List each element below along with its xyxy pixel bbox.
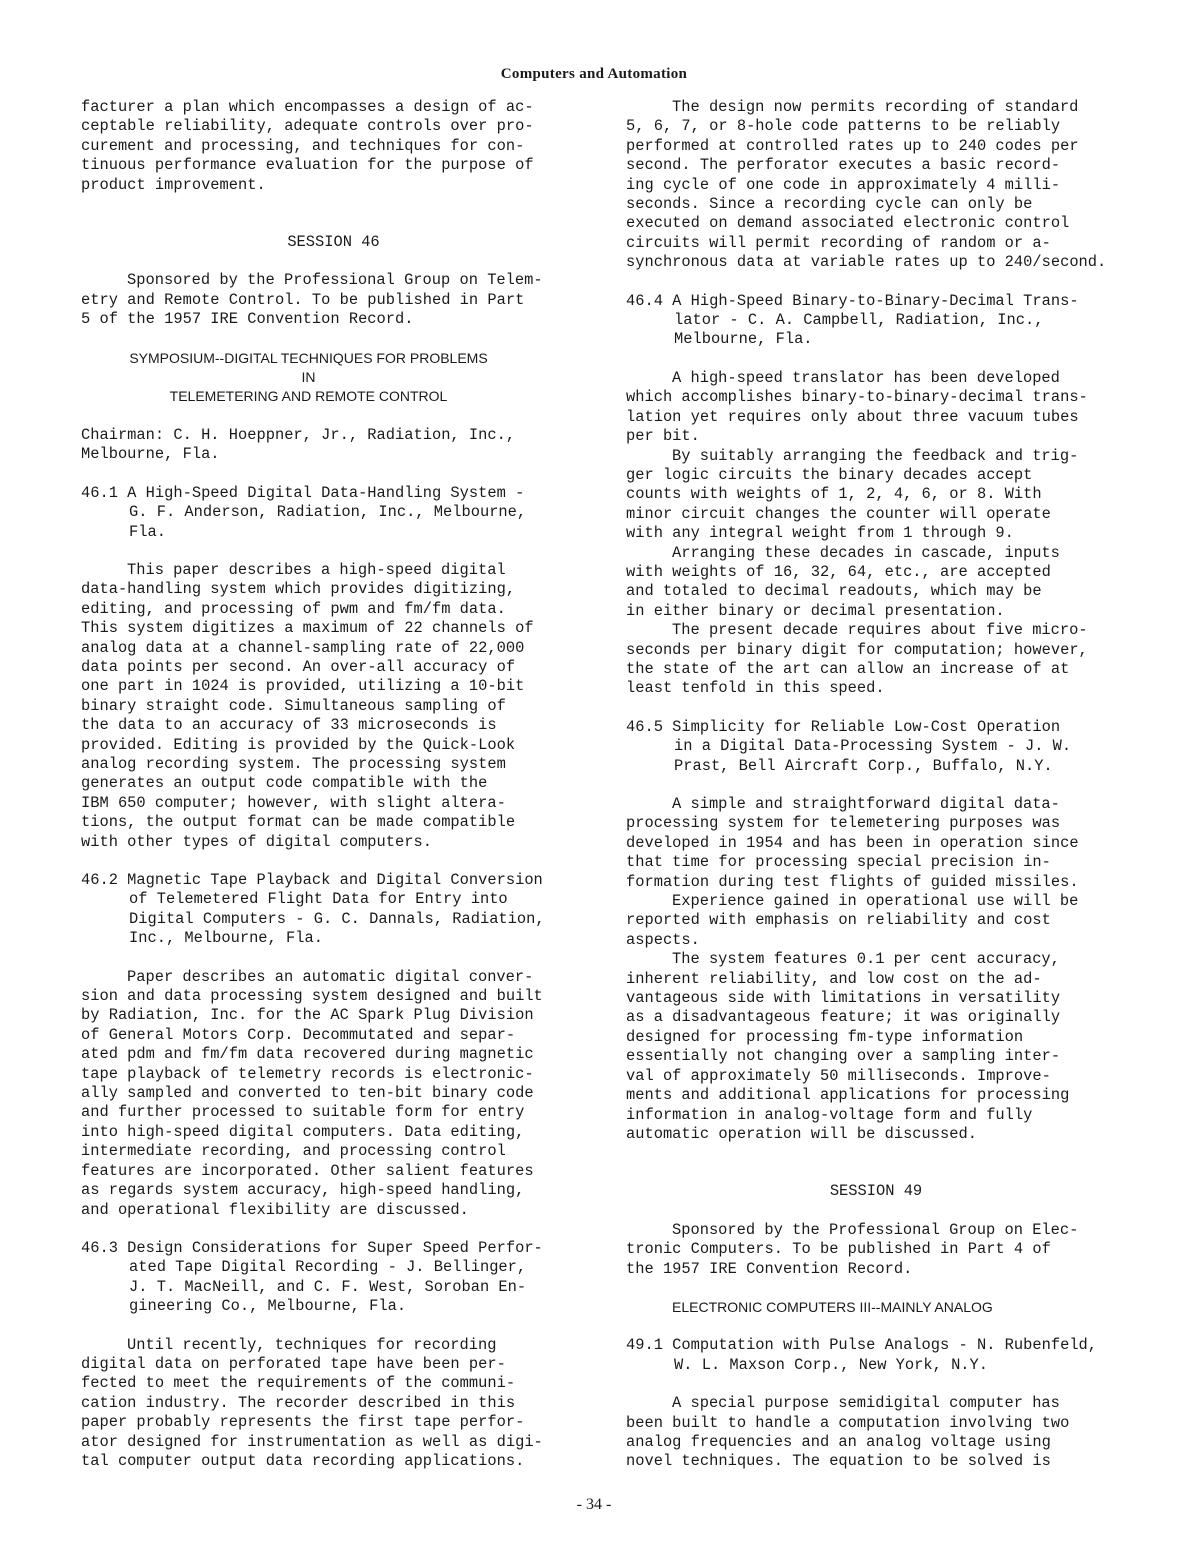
text-line: the state of the art can allow an increase of at — [626, 659, 1070, 678]
text-line: ated pdm and fm/fm data recovered during magnetic — [81, 1045, 534, 1064]
text-line: performed at controlled rates up to 240 codes per — [626, 136, 1079, 155]
text-line: aspects. — [626, 930, 700, 949]
item-46-3-title — [81, 1239, 586, 1317]
text-line: Digital Computers - G. C. Dannals, Radiation, — [129, 909, 545, 928]
text-line: been built to handle a computation involving two — [626, 1413, 1070, 1432]
item-46-3-abstract-continued — [626, 98, 1126, 273]
text-line: with weights of 16, 32, 64, etc., are accepted — [626, 562, 1051, 581]
text-line: The design now permits recording of standard — [672, 98, 1079, 116]
text-line: synchronous data at variable rates up to 240/second. — [626, 253, 1107, 272]
session-49-title: SESSION 49 — [829, 1182, 923, 1201]
text-line: minor circuit changes the counter will operate — [626, 504, 1051, 523]
text-line: ated Tape Digital Recording - J. Bellinger, — [129, 1258, 527, 1277]
text-line: SYMPOSIUM--DIGITAL TECHNIQUES FOR PROBLEMS — [129, 349, 488, 366]
text-line: This system digitizes a maximum of 22 channels of — [81, 619, 534, 638]
item-46-5-abstract-p3 — [626, 950, 1126, 1144]
text-line: data points per second. An over-all accuracy of — [81, 657, 516, 676]
text-line: inherent reliability, and low cost on the ad- — [626, 969, 1042, 988]
item-46-4-abstract-p1 — [626, 369, 1126, 447]
text-line: This paper describes a high-speed digital — [127, 560, 506, 579]
text-line: 49.1 Computation with Pulse Analogs - N. Rubenfeld, — [626, 1336, 1098, 1355]
item-46-5-title — [626, 718, 1126, 776]
text-line: novel techniques. The equation to be solved is — [626, 1452, 1051, 1471]
text-line: in either binary or decimal presentation. — [626, 601, 1005, 620]
text-line: designed for processing fm-type information — [626, 1027, 1024, 1046]
text-line: fected to meet the requirements of the communi- — [81, 1374, 516, 1393]
text-line: as regards system accuracy, high-speed handling, — [81, 1181, 525, 1200]
text-line: lator - C. A. Campbell, Radiation, Inc., — [674, 311, 1044, 330]
text-line: ceptable reliability, adequate controls over pro- — [81, 117, 534, 136]
section-title: ELECTRONIC COMPUTERS III--MAINLY ANALOG — [672, 1298, 993, 1315]
text-line: features are incorporated. Other salient features — [81, 1161, 534, 1180]
text-line: circuits will permit recording of random or a- — [626, 233, 1051, 252]
text-line: as a disadvantageous feature; it was originally — [626, 1008, 1061, 1027]
text-line: facturer a plan which encompasses a design of ac- — [81, 98, 534, 116]
text-line: ally sampled and converted to ten-bit binary code — [81, 1084, 534, 1103]
right-column — [626, 98, 1126, 1472]
text-line: By suitably arranging the feedback and trig- — [672, 446, 1079, 465]
item-49-1-abstract — [626, 1394, 1126, 1472]
left-column — [81, 98, 586, 1471]
text-line: least tenfold in this speed. — [626, 679, 885, 698]
symposium-title — [81, 349, 586, 407]
text-line: digital data on perforated tape have been per- — [81, 1354, 506, 1373]
text-line: and totaled to decimal readouts, which may be — [626, 582, 1042, 601]
text-line: Sponsored by the Professional Group on Telem- — [127, 271, 543, 290]
text-line: val of approximately 50 milliseconds. Improve- — [626, 1066, 1051, 1085]
text-line: paper probably represents the first tape perfor- — [81, 1413, 525, 1432]
text-line: processing system for telemetering purposes was — [626, 814, 1061, 833]
session-49-sponsor — [626, 1221, 1126, 1279]
text-line: counts with weights of 1, 2, 4, 6, or 8. With — [626, 485, 1042, 504]
text-line: vantageous side with limitations in versatility — [626, 989, 1061, 1008]
page-number: - 34 - — [576, 1496, 612, 1513]
item-46-3-abstract — [81, 1336, 586, 1472]
text-line: reported with emphasis on reliability and cost — [626, 911, 1051, 930]
item-46-5-abstract-p1 — [626, 795, 1126, 892]
text-line: 46.4 A High-Speed Binary-to-Binary-Decimal Trans- — [626, 291, 1079, 310]
intro-paragraph — [81, 98, 586, 195]
text-line: Until recently, techniques for recording — [127, 1335, 497, 1354]
text-line: second. The perforator executes a basic record- — [626, 156, 1061, 175]
text-line: seconds. Since a recording cycle can only be — [626, 195, 1033, 214]
text-line: by Radiation, Inc. for the AC Spark Plug Division — [81, 1006, 534, 1025]
text-line: A simple and straightforward digital data- — [672, 795, 1060, 813]
text-line: etry and Remote Control. To be published in Part — [81, 290, 525, 309]
text-line: 46.2 Magnetic Tape Playback and Digital Conversion — [81, 871, 543, 889]
text-line: of General Motors Corp. Decommutated and separ- — [81, 1025, 516, 1044]
text-line: Experience gained in operational use will be — [672, 892, 1079, 911]
chairman — [81, 426, 586, 465]
text-line: executed on demand associated electronic control — [626, 214, 1070, 233]
text-line: product improvement. — [81, 175, 266, 194]
text-line: Inc., Melbourne, Fla. — [129, 929, 323, 948]
text-line: per bit. — [626, 427, 700, 446]
text-line: essentially not changing over a sampling inter- — [626, 1047, 1061, 1066]
text-line: Paper describes an automatic digital conver- — [127, 967, 534, 986]
item-46-4-abstract-p3 — [626, 544, 1126, 622]
text-line: 5, 6, 7, or 8-hole code patterns to be reliably — [626, 117, 1061, 136]
text-line: and operational flexibility are discussed. — [81, 1200, 469, 1219]
text-line: Arranging these decades in cascade, inputs — [672, 543, 1060, 562]
text-line: cation industry. The recorder described in this — [81, 1393, 516, 1412]
text-line: binary straight code. Simultaneous sampling of — [81, 696, 506, 715]
text-line: with any integral weight from 1 through 9. — [626, 524, 1014, 543]
text-line: Sponsored by the Professional Group on Elec- — [672, 1220, 1079, 1239]
text-line: developed in 1954 and has been in operation since — [626, 833, 1079, 852]
text-line: one part in 1024 is provided, utilizing a 10-bit — [81, 677, 525, 696]
text-line: 46.5 Simplicity for Reliable Low-Cost Operation — [626, 717, 1061, 736]
item-46-4-abstract-p2 — [626, 447, 1126, 544]
text-line: analog frequencies and an analog voltage using — [626, 1432, 1051, 1451]
text-line: gineering Co., Melbourne, Fla. — [129, 1297, 407, 1316]
text-line: seconds per binary digit for computation; however, — [626, 640, 1088, 659]
text-line: IBM 650 computer; however, with slight altera- — [81, 793, 506, 812]
text-line: information in analog-voltage form and fully — [626, 1105, 1033, 1124]
text-line: that time for processing special precision in- — [626, 853, 1051, 872]
text-line: 46.3 Design Considerations for Super Speed Perfor- — [81, 1238, 543, 1257]
text-line: ger logic circuits the binary decades accept — [626, 465, 1033, 484]
text-line: curement and processing, and techniques for con- — [81, 136, 525, 155]
text-line: editing, and processing of pwm and fm/fm data. — [81, 599, 506, 618]
text-line: Prast, Bell Aircraft Corp., Buffalo, N.Y. — [674, 756, 1053, 775]
item-46-2-title — [81, 871, 586, 949]
text-line: G. F. Anderson, Radiation, Inc., Melbourne, — [129, 503, 527, 522]
running-head: Computers and Automation — [500, 66, 688, 82]
text-line: 46.1 A High-Speed Digital Data-Handling System - — [81, 483, 525, 502]
text-line: generates an output code compatible with the — [81, 774, 488, 793]
text-line: TELEMETERING AND REMOTE CONTROL — [169, 388, 448, 405]
item-46-1-abstract — [81, 561, 586, 852]
text-line: ator designed for instrumentation as well as digi- — [81, 1432, 543, 1451]
item-46-1-title — [81, 484, 586, 542]
text-line: J. T. MacNeill, and C. F. West, Soroban En- — [129, 1277, 527, 1296]
item-46-2-abstract — [81, 968, 586, 1220]
text-line: The system features 0.1 per cent accuracy, — [672, 950, 1060, 969]
text-line: tinuous performance evaluation for the purpose of — [81, 156, 534, 175]
text-line: tronic Computers. To be published in Part 4 of — [626, 1240, 1051, 1259]
text-line: The present decade requires about five micro- — [672, 621, 1088, 640]
text-line: tape playback of telemetry records is electronic- — [81, 1064, 534, 1083]
text-line: provided. Editing is provided by the Quick-Look — [81, 735, 516, 754]
text-line: and further processed to suitable form for entry — [81, 1103, 525, 1122]
text-line: Fla. — [129, 522, 166, 541]
text-line: the 1957 IRE Convention Record. — [626, 1259, 913, 1278]
text-line: lation yet requires only about three vacuum tubes — [626, 407, 1079, 426]
text-line: intermediate recording, and processing control — [81, 1142, 506, 1161]
text-line: ing cycle of one code in approximately 4 milli- — [626, 175, 1061, 194]
item-49-1-title — [626, 1336, 1126, 1375]
text-line: sion and data processing system designed and built — [81, 987, 543, 1006]
text-line: data-handling system which provides digitizing, — [81, 580, 516, 599]
text-line: automatic operation will be discussed. — [626, 1124, 977, 1143]
text-line: analog data at a channel-sampling rate of 22,000 — [81, 638, 525, 657]
text-line: 5 of the 1957 IRE Convention Record. — [81, 310, 414, 329]
text-line: IN — [301, 369, 316, 386]
text-line: W. L. Maxson Corp., New York, N.Y. — [674, 1355, 989, 1374]
text-line: Chairman: C. H. Hoeppner, Jr., Radiation, Inc., — [81, 425, 516, 444]
session-46-title: SESSION 46 — [287, 233, 380, 252]
text-line: analog recording system. The processing system — [81, 754, 506, 773]
text-line: tions, the output format can be made compatible — [81, 813, 516, 832]
text-line: A high-speed translator has been developed — [672, 368, 1060, 387]
text-line: ments and additional applications for processing — [626, 1086, 1070, 1105]
text-line: in a Digital Data-Processing System - J. W. — [674, 737, 1072, 756]
item-46-4-abstract-p4 — [626, 621, 1126, 699]
text-line: tal computer output data recording applications. — [81, 1451, 525, 1470]
text-line: Melbourne, Fla. — [81, 445, 220, 464]
text-line: of Telemetered Flight Data for Entry into — [129, 890, 508, 909]
text-line: Melbourne, Fla. — [674, 330, 813, 349]
text-line: which accomplishes binary-to-binary-decimal trans- — [626, 388, 1088, 407]
text-line: with other types of digital computers. — [81, 832, 432, 851]
text-line: the data to an accuracy of 33 microseconds is — [81, 716, 497, 735]
session-46-sponsor — [81, 271, 586, 329]
item-46-5-abstract-p2 — [626, 892, 1126, 950]
item-46-4-title — [626, 292, 1126, 350]
text-line: formation during test flights of guided missiles. — [626, 872, 1079, 891]
text-line: into high-speed digital computers. Data editing, — [81, 1122, 525, 1141]
text-line: A special purpose semidigital computer has — [672, 1394, 1060, 1413]
